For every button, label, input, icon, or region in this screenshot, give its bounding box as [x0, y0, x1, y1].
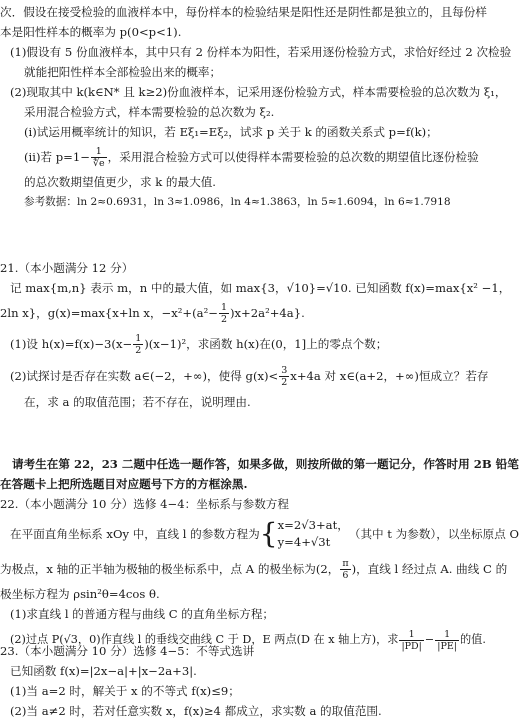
q22-p2-frac1-num: 1: [399, 629, 423, 641]
question-22: [0, 494, 528, 656]
q22-l2-fraction: [340, 558, 350, 581]
q20-ii-text-b: ，采用混合检验方式可以使得样本需要检验的总次数的期望值比逐份检验: [107, 150, 479, 164]
q22-line-1: [0, 514, 528, 554]
q21-l2-frac-num: 1: [220, 301, 227, 313]
q20-ii-frac-num: 1: [91, 146, 107, 158]
q21-part-2-cont: 在，求 a 的取值范围；若不存在，说明理由.: [24, 395, 251, 409]
q21-part-1: [0, 328, 528, 360]
q21-p1-frac-den: 2: [135, 344, 142, 356]
q21-p1-frac-num: 1: [135, 332, 142, 344]
q21-l2-text-a: 2ln x}，g(x)=max{x+ln x，−x²+(a²−: [0, 306, 218, 320]
q21-p2-fraction: [279, 365, 289, 388]
q21-p1-text-b: )(x−1)²，求函数 h(x)在(0，1]上的零点个数；: [144, 337, 388, 351]
q22-l2-text-b: )，直线 l 经过点 A. 曲线 C 的: [351, 562, 508, 576]
q22-case-y: y=4+√3t: [277, 535, 331, 549]
q22-l2-frac-den: 6: [342, 569, 349, 581]
question-23: [0, 641, 528, 721]
q21-p1-text-a: (1)设 h(x)=f(x)−3(x−: [10, 337, 133, 351]
q21-p2-text-b: x+4a 对 x∈(a+2，+∞)恒成立？若存: [290, 369, 489, 383]
q20-part-2-i: (ⅰ)试运用概率统计的知识，若 Eξ₁=Eξ₂，试求 p 关于 k 的函数关系式 p=f(k)；: [24, 125, 438, 139]
q21-line-1: 记 max{m,n} 表示 m，n 中的最大值，如 max{3，√10}=√10. 已知函数 f(x)=max{x² −1，: [10, 281, 511, 295]
q20-line-2: 本是阳性样本的概率为 p(0<p<1).: [0, 25, 182, 39]
q21-part-2: [0, 360, 528, 392]
q22-brace: {: [259, 517, 278, 550]
q21-p2-frac-den: 2: [281, 376, 288, 388]
q21-line-2: [0, 298, 528, 328]
q23-header: 23.（本小题满分 10 分）选修 4−5：不等式选讲: [0, 644, 255, 658]
question-20-continuation: [0, 2, 528, 212]
q20-part-1: (1)假设有 5 份血液样本，其中只有 2 份样本为阳性，若采用逐份检验方式，求恰好经过 2 次检验: [10, 45, 512, 59]
q22-p2-frac2-den: |PE|: [437, 640, 457, 652]
question-21: [0, 258, 528, 412]
q22-case-x: x=2√3+at，: [277, 518, 349, 532]
q21-l2-frac-den: 2: [220, 313, 227, 325]
q23-part-2: (2)当 a≠2 时，若对任意实数 x，f(x)≥4 都成立，求实数 a 的取值范围.: [10, 704, 382, 718]
q22-l2-frac-num: π: [342, 557, 349, 569]
q22-p2-text-a: (2)过点 P(√3，0)作直线 l 的垂线交曲线 C 于 D，E 两点(D 在 x 轴上方)，求: [10, 633, 399, 646]
q20-ii-frac-den: ∜e: [92, 157, 105, 169]
q20-ii-fraction: [91, 146, 107, 169]
q22-param-cases: [278, 517, 349, 551]
q20-line-1: 次．假设在接受检验的血液样本中，每份样本的检验结果是阳性还是阴性都是独立的，且每份样: [0, 5, 487, 19]
q20-part-2-ii: [0, 142, 528, 172]
q21-l2-fraction: [219, 302, 229, 325]
instruction-line-1: 请考生在第 22，23 二题中任选一题作答，如果多做，则按所做的第一题记分，作答时用 2B 铅笔: [12, 457, 519, 471]
q21-header: 21.（本小题满分 12 分）: [0, 261, 134, 275]
q21-l2-text-b: )x+2a²+4a}.: [230, 306, 305, 320]
q22-line-2: [0, 554, 528, 584]
q22-part-1: (1)求直线 l 的普通方程与曲线 C 的直角坐标方程；: [10, 607, 275, 621]
q20-reference-data: 参考数据：ln 2≈0.6931，ln 3≈1.0986，ln 4≈1.3863，ln 5≈1.6094，ln 6≈1.7918: [24, 196, 451, 208]
q21-p2-frac-num: 3: [281, 364, 288, 376]
q22-p2-frac1-den: |PD|: [401, 640, 422, 652]
q20-part-1-cont: 就能把阳性样本全部检验出来的概率；: [24, 65, 222, 79]
q22-p2-minus: −: [424, 633, 435, 646]
q21-p2-text-a: (2)试探讨是否存在实数 a∈(−2，+∞)，使得 g(x)<: [10, 369, 279, 383]
q20-part-2-cont: 采用混合检验方式，样本需要检验的总次数为 ξ₂.: [24, 105, 275, 119]
choice-instruction: [0, 454, 528, 494]
q23-part-1: (1)当 a=2 时，解关于 x 的不等式 f(x)≤9；: [10, 684, 240, 698]
q20-part-2: (2)现取其中 k(k∈N* 且 k≥2)份血液样本，记采用逐份检验方式，样本需要检验的总次数为 ξ₁，: [10, 85, 507, 99]
q22-p2-text-b: 的值.: [459, 633, 486, 646]
q23-line-1: 已知函数 f(x)=|2x−a|+|x−2a+3|.: [10, 664, 197, 678]
q21-p1-fraction: [133, 333, 143, 356]
q22-l1-text-b: （其中 t 为参数），以坐标原点 O: [348, 527, 519, 541]
q22-p2-frac2-num: 1: [435, 629, 459, 641]
q22-header: 22.（本小题满分 10 分）选修 4−4：坐标系与参数方程: [0, 497, 289, 511]
q22-l2-text-a: 为极点，x 轴的正半轴为极轴的极坐标系中，点 A 的极坐标为(2，: [0, 562, 340, 576]
q22-l1-text-a: 在平面直角坐标系 xOy 中，直线 l 的参数方程为: [10, 527, 260, 541]
q20-part-2-ii-cont: 的总次数期望值更少，求 k 的最大值.: [24, 175, 216, 189]
q20-ii-text-a: (ⅱ)若 p=1−: [24, 150, 90, 164]
instruction-line-2: 在答题卡上把所选题目对应题号下方的方框涂黑.: [0, 477, 248, 491]
q22-line-3: 极坐标方程为 ρsin²θ=4cos θ.: [0, 587, 160, 601]
